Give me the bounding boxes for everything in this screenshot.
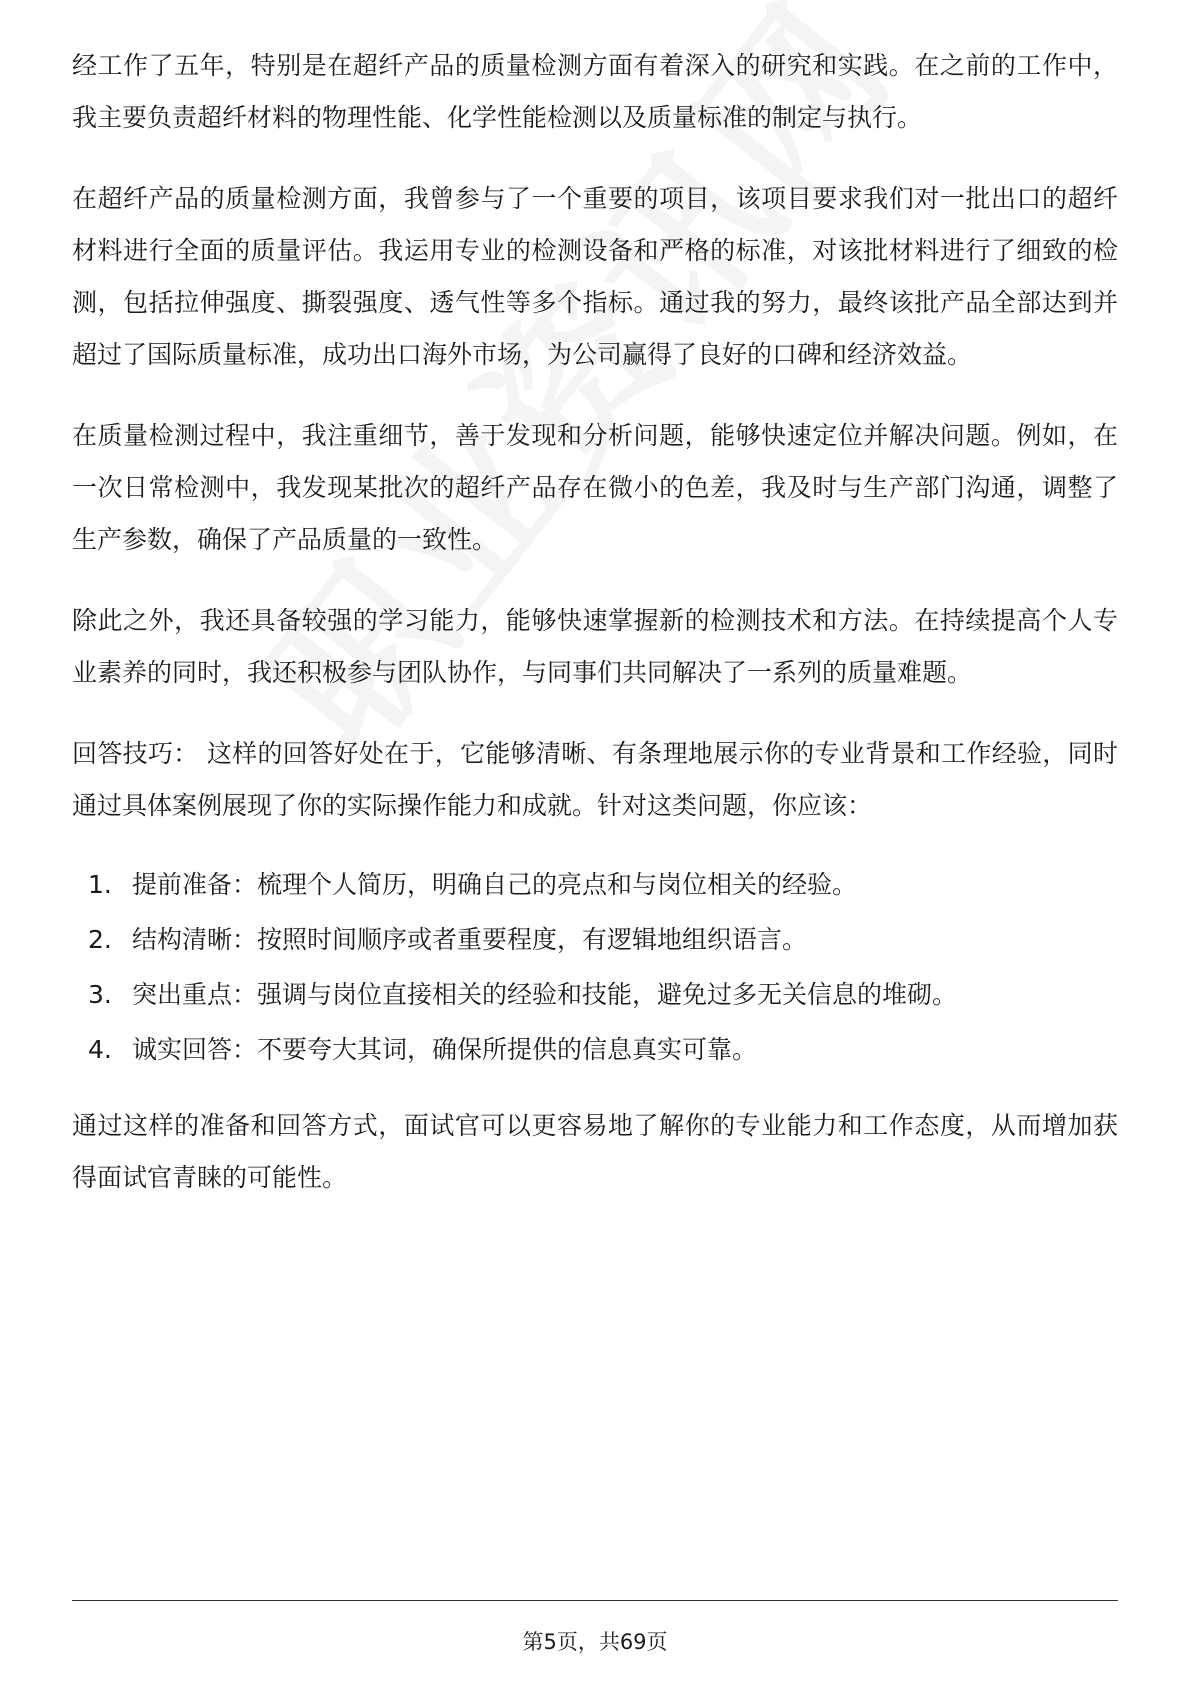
list-item-number: 4. (88, 1035, 112, 1064)
paragraph-closing: 通过这样的准备和回答方式，面试官可以更容易地了解你的专业能力和工作态度，从而增加获得面试官青睐的可能性。 (72, 1111, 1118, 1192)
list-item-number: 2. (88, 925, 112, 954)
list-item-text: 诚实回答：不要夸大其词，确保所提供的信息真实可靠。 (132, 1035, 758, 1064)
list-item (72, 916, 1118, 964)
paragraph-work-experience: 经工作了五年，特别是在超纤产品的质量检测方面有着深入的研究和实践。在之前的工作中，我主要负责超纤材料的物理性能、化学性能检测以及质量标准的制定与执行。 (72, 51, 1118, 132)
list-item (72, 861, 1118, 909)
list-item-text: 结构清晰：按照时间顺序或者重要程度，有逻辑地组织语言。 (132, 925, 808, 954)
list-item-number: 3. (88, 980, 112, 1009)
footer-divider (72, 1600, 1118, 1601)
paragraph-project: 在超纤产品的质量检测方面，我曾参与了一个重要的项目，该项目要求我们对一批出口的超纤材料进行全面的质量评估。我运用专业的检测设备和严格的标准，对该批材料进行了细致的检测，包括拉伸强度、撕裂强度、透气性等多个指标。通过我的努力，最终该批产品全部达到并超过了国际质量标准，成功出口海外市场，为公司赢得了良好的口碑和经济效益。 (72, 184, 1118, 369)
paragraph-answer-tips: 回答技巧： 这样的回答好处在于，它能够清晰、有条理地展示你的专业背景和工作经验，同时通过具体案例展现了你的实际操作能力和成就。针对这类问题，你应该： (72, 739, 1118, 820)
paragraph-detail-oriented: 在质量检测过程中，我注重细节，善于发现和分析问题，能够快速定位并解决问题。例如，在一次日常检测中，我发现某批次的超纤产品存在微小的色差，我及时与生产部门沟通，调整了生产参数，确保了产品质量的一致性。 (72, 421, 1118, 554)
list-item-number: 1. (88, 870, 112, 899)
list-item-text: 突出重点：强调与岗位直接相关的经验和技能，避免过多无关信息的堆砌。 (132, 980, 958, 1009)
list-item (72, 971, 1118, 1019)
tips-list (72, 861, 1118, 1074)
page-content (72, 40, 1118, 1233)
list-item-text: 提前准备：梳理个人简历，明确自己的亮点和与岗位相关的经验。 (132, 870, 858, 899)
list-item (72, 1026, 1118, 1074)
paragraph-learning-ability: 除此之外，我还具备较强的学习能力，能够快速掌握新的检测技术和方法。在持续提高个人专业素养的同时，我还积极参与团队协作，与同事们共同解决了一系列的质量难题。 (72, 606, 1118, 687)
page-number: 第5页，共69页 (522, 1630, 668, 1654)
